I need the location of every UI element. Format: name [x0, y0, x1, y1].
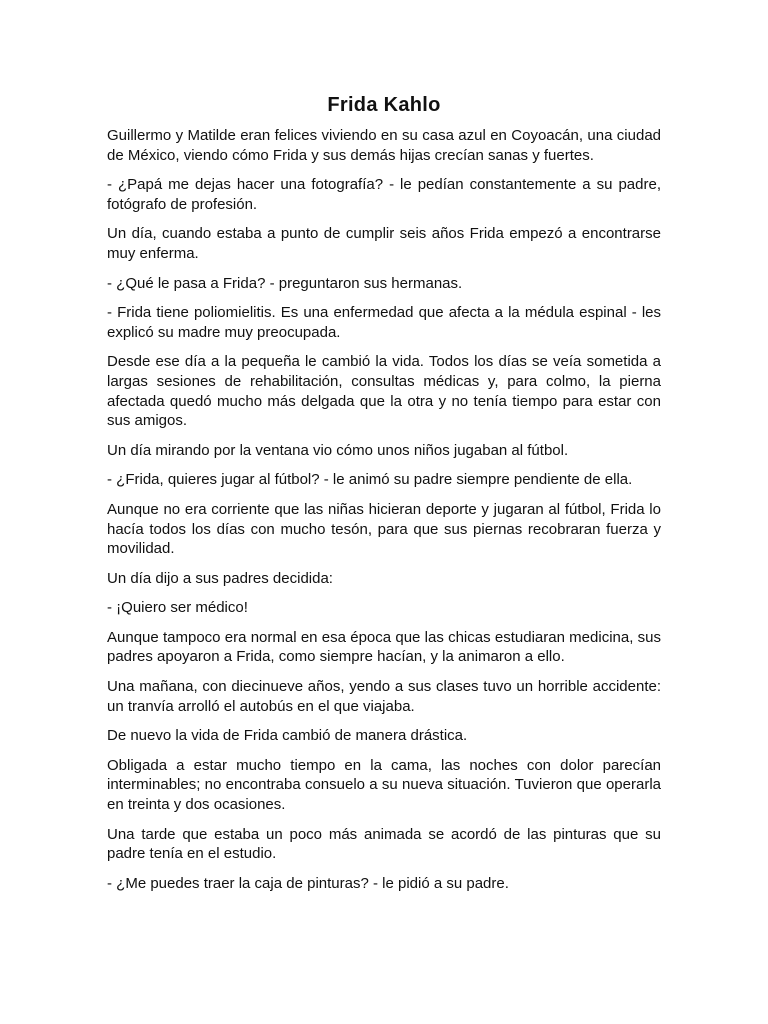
paragraph: - ¿Me puedes traer la caja de pinturas? - le pidió a su padre.	[107, 874, 509, 892]
paragraph: Un día mirando por la ventana vio cómo unos niños jugaban al fútbol.	[107, 441, 569, 459]
document-title: Frida Kahlo	[327, 94, 441, 116]
paragraph: Un día, cuando estaba a punto de cumplir seis años Frida empezó a encontrarse muy enferma.	[107, 225, 661, 262]
paragraph: Desde ese día a la pequeña le cambió la vida. Todos los días se veía sometida a largas sesiones de rehabilitación, consultas médicas y, para colmo, la pierna afectada quedó mucho más delgada que la otra y no tenía tiempo para estar con sus amigos.	[107, 353, 661, 430]
paragraph: - ¿Qué le pasa a Frida? - preguntaron sus hermanas.	[107, 274, 463, 292]
paragraph: - Frida tiene poliomielitis. Es una enfermedad que afecta a la médula espinal - les explicó su madre muy preocupada.	[107, 304, 661, 341]
paragraph: De nuevo la vida de Frida cambió de manera drástica.	[107, 727, 468, 745]
paragraph: Una mañana, con diecinueve años, yendo a sus clases tuvo un horrible accidente: un tranvía arrolló el autobús en el que viajaba.	[107, 678, 661, 715]
paragraph: Una tarde que estaba un poco más animada se acordó de las pinturas que su padre tenía en el estudio.	[107, 825, 661, 863]
paragraph: - ¿Frida, quieres jugar al fútbol? - le animó su padre siempre pendiente de ella.	[107, 471, 633, 489]
paragraph: Aunque no era corriente que las niñas hicieran deporte y jugaran al fútbol, Frida lo hacía todos los días con mucho tesón, para que sus piernas recobraran fuerza y movilidad.	[107, 500, 661, 558]
document-body	[107, 126, 661, 893]
paragraph: Obligada a estar mucho tiempo en la cama, las noches con dolor parecían interminables; no encontraba consuelo a su nueva situación. Tuvieron que operarla en treinta y dos ocasiones.	[107, 756, 661, 814]
paragraph: - ¡Quiero ser médico!	[107, 599, 248, 617]
paragraph: Guillermo y Matilde eran felices viviendo en su casa azul en Coyoacán, una ciudad de México, viendo cómo Frida y sus demás hijas crecían sanas y fuertes.	[107, 127, 661, 164]
paragraph: Aunque tampoco era normal en esa época que las chicas estudiaran medicina, sus padres apoyaron a Frida, como siempre hacían, y la animaron a ello.	[107, 628, 661, 666]
paragraph: - ¿Papá me dejas hacer una fotografía? - le pedían constantemente a su padre, fotógrafo de profesión.	[107, 176, 661, 213]
paragraph: Un día dijo a sus padres decidida:	[107, 569, 333, 587]
